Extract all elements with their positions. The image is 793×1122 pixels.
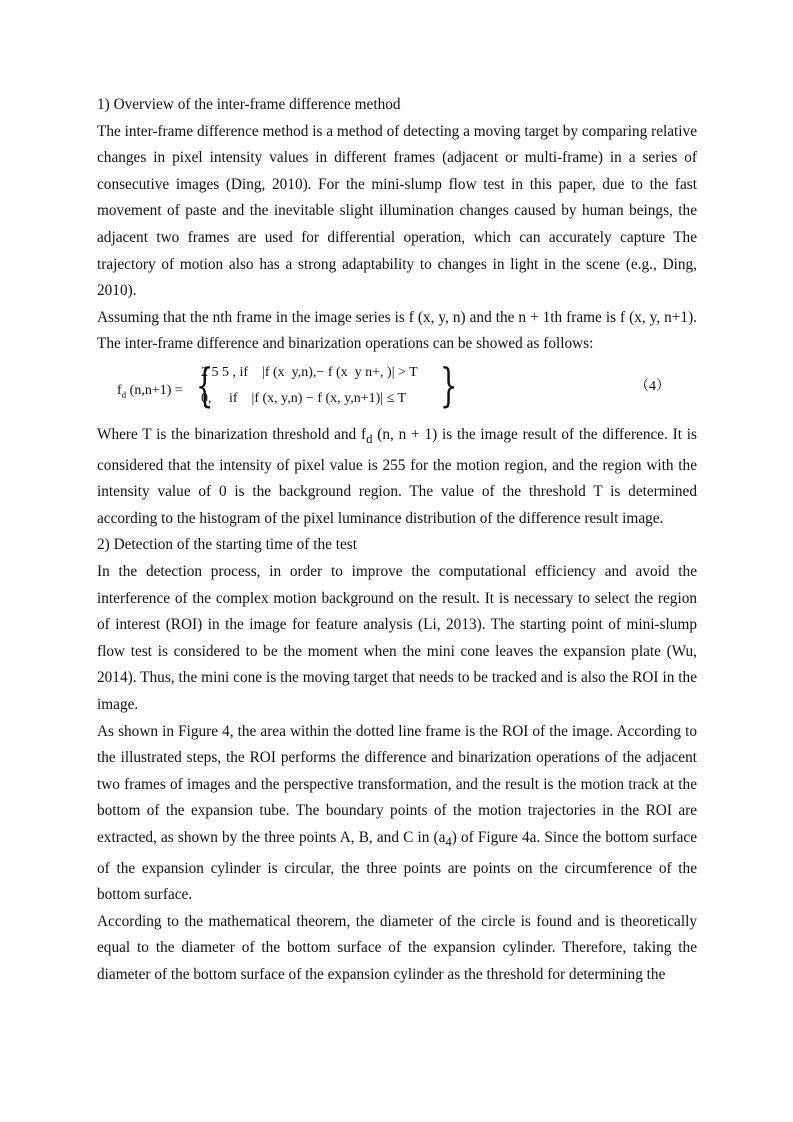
- equation-4: [97, 358, 697, 422]
- paragraph-theorem: According to the mathematical theorem, the diameter of the circle is found and is theoretically equal to the diameter of the bottom surface of the expansion cylinder. Therefore, taking the diameter of the bottom surface of the expansion cylinder as the threshold for determining the: [97, 912, 697, 983]
- paragraph-roi: As shown in Figure 4, the area within the dotted line frame is the ROI of the image. According to the illustrated steps, the ROI performs the difference and binarization operations of the adjacent two frames of images and the perspective transformation, and the result is the motion track at the bottom of the expansion tube. The boundary points of the motion trajectories in the ROI are extracted, as shown by the three points A, B, and C in $(a_4)$ of Figure 4a. Since the bottom surface of the expansion cylinder is circular, the three points are points on the circumference of the bottom surface.: [97, 722, 697, 904]
- equation-case-1: 2 5 5 , if |f (x y,n),− f (x y n+, )| > T: [201, 364, 418, 380]
- paragraph-assumption: Assuming that the nth frame in the image series is f (x, y, n) and the n + 1th frame is f (x, y, n+1). The inter-frame difference and binarization operations can be showed as follows:: [97, 308, 697, 353]
- equation-left-brace: {: [195, 357, 214, 412]
- equation-lhs: $f_d$ (n,n+1) =: [117, 382, 183, 400]
- paragraph-threshold: Where T is the binarization threshold and $f_d$ (n, n + 1) is the image result of the difference. It is considered that the intensity of pixel value is 255 for the motion region, and the region with the intensity value of 0 is the background region. The value of the threshold T is determined according to the histogram of the pixel luminance distribution of the difference result image.: [97, 425, 697, 527]
- paragraph-overview: The inter-frame difference method is a method of detecting a moving target by comparing relative changes in pixel intensity values in different frames (adjacent or multi-frame) in a series of consecutive images (Ding, 2010). For the mini-slump flow test in this paper, due to the fast movement of paste and the inevitable slight illumination changes caused by human beings, the adjacent two frames are used for differential operation, which can accurately capture The trajectory of motion also has a strong adaptability to changes in light in the scene (e.g., Ding, 2010).: [97, 122, 697, 300]
- paragraph-detection: In the detection process, in order to improve the computational efficiency and avoid the interference of the complex motion background on the result. It is necessary to select the region of interest (ROI) in the image for feature analysis (Li, 2013). The starting point of mini-slump flow test is considered to be the moment when the mini cone leaves the expansion plate (Wu, 2014). Thus, the mini cone is the moving target that needs to be tracked and is also the ROI in the image.: [97, 562, 697, 713]
- document-page: [97, 92, 697, 989]
- equation-number: （4）: [635, 378, 670, 394]
- equation-right-brace: }: [439, 357, 458, 412]
- section-heading-2: 2) Detection of the starting time of the test: [97, 536, 357, 554]
- section-heading-1: 1) Overview of the inter-frame difference method: [97, 96, 401, 113]
- equation-case-2: 0, if |f (x, y,n) − f (x, y,n+1)| ≤ T: [201, 390, 407, 406]
